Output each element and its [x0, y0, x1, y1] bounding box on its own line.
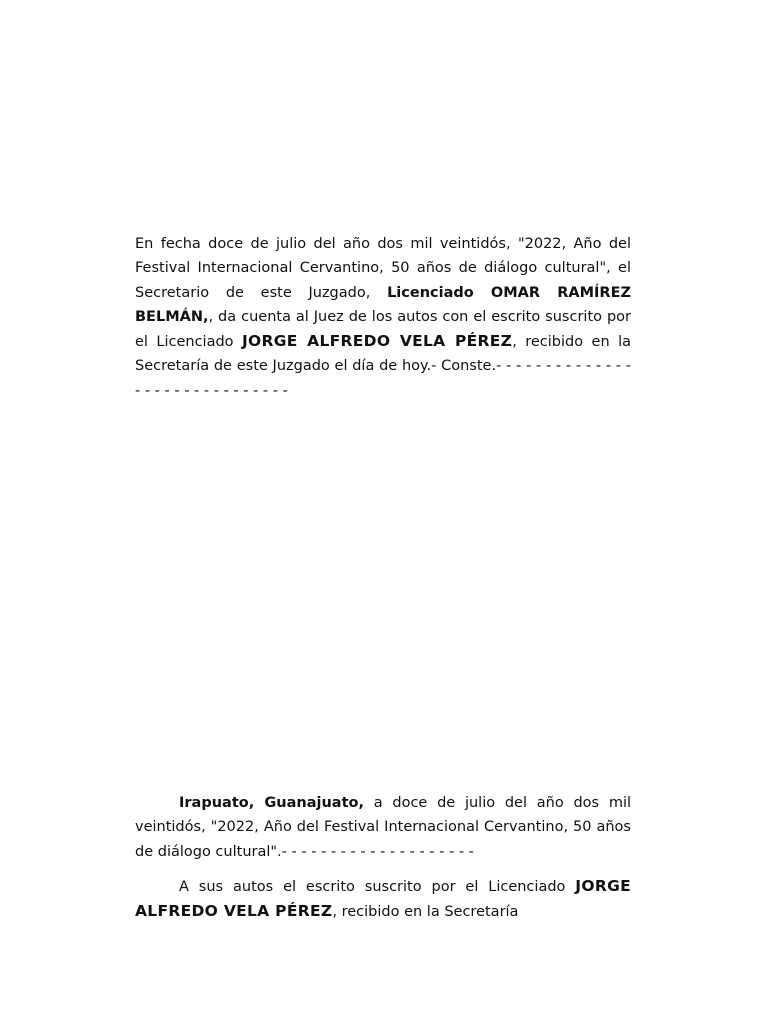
constancia-dashes: - - - - - - - - - - - - - - - - - - - - - - - - - - - - - - — [135, 358, 631, 399]
acuerdo-body-text-1: A sus autos el escrito suscrito por el Licenciado — [179, 879, 576, 895]
secretario-name: Licenciado OMAR RAMÍREZ BELMÁN — [135, 284, 631, 325]
constancia-paragraph: En fecha doce de julio del año dos mil veintidós, "2022, Año del Festival Internacional Cervantino, 50 años de diálogo cultural", el Secretario de este Juzgado, Licenciado OMAR RAMÍREZ BELMÁN,, da cuenta al Juez de los autos con el escrito suscrito por el Licenciado JORGE ALFREDO VELA PÉREZ, recibido en la Secretaría de este Juzgado el día de hoy.- Conste.- - - - - - - - - - - - - - - - - - - - - - - - - - - - - - — [135, 236, 631, 399]
acuerdo-body-paragraph — [135, 874, 631, 925]
acuerdo-body-text-2: , recibido en la Secretaría — [332, 904, 519, 921]
acuerdo-date-text: a doce de julio del año dos mil veintidós, "2022, Año del Festival Internacional Cervantino, 50 años de diálogo cultural". — [135, 795, 631, 860]
constancia-text-3: , recibido en la Secretaría de este Juzgado el día de hoy.- Conste. — [135, 334, 631, 375]
acuerdo-place: Irapuato, Guanajuato — [179, 795, 359, 811]
promovente-name: JORGE ALFREDO VELA PÉREZ — [241, 332, 513, 351]
constancia-text-2: , da cuenta al Juez de los autos con el escrito suscrito por el Licenciado — [135, 308, 631, 351]
acuerdo-dashes: - - - - - - - - - - - - - - - - - - - - — [281, 843, 474, 860]
acuerdo-promovente-name: JORGE ALFREDO VELA PÉREZ — [135, 877, 631, 921]
acuerdo-heading-paragraph: Irapuato, Guanajuato, a doce de julio del año dos mil veintidós, "2022, Año del Festival Internacional Cervantino, 50 años de diálogo cultural".- - - - - - - - - - - - - - - - - - - - — [135, 795, 631, 860]
constancia-text-1: En fecha doce de julio del año dos mil veintidós, "2022, Año del Festival Internacional Cervantino, 50 años de diálogo cultural", el Secretario de este Juzgado, — [135, 236, 631, 301]
